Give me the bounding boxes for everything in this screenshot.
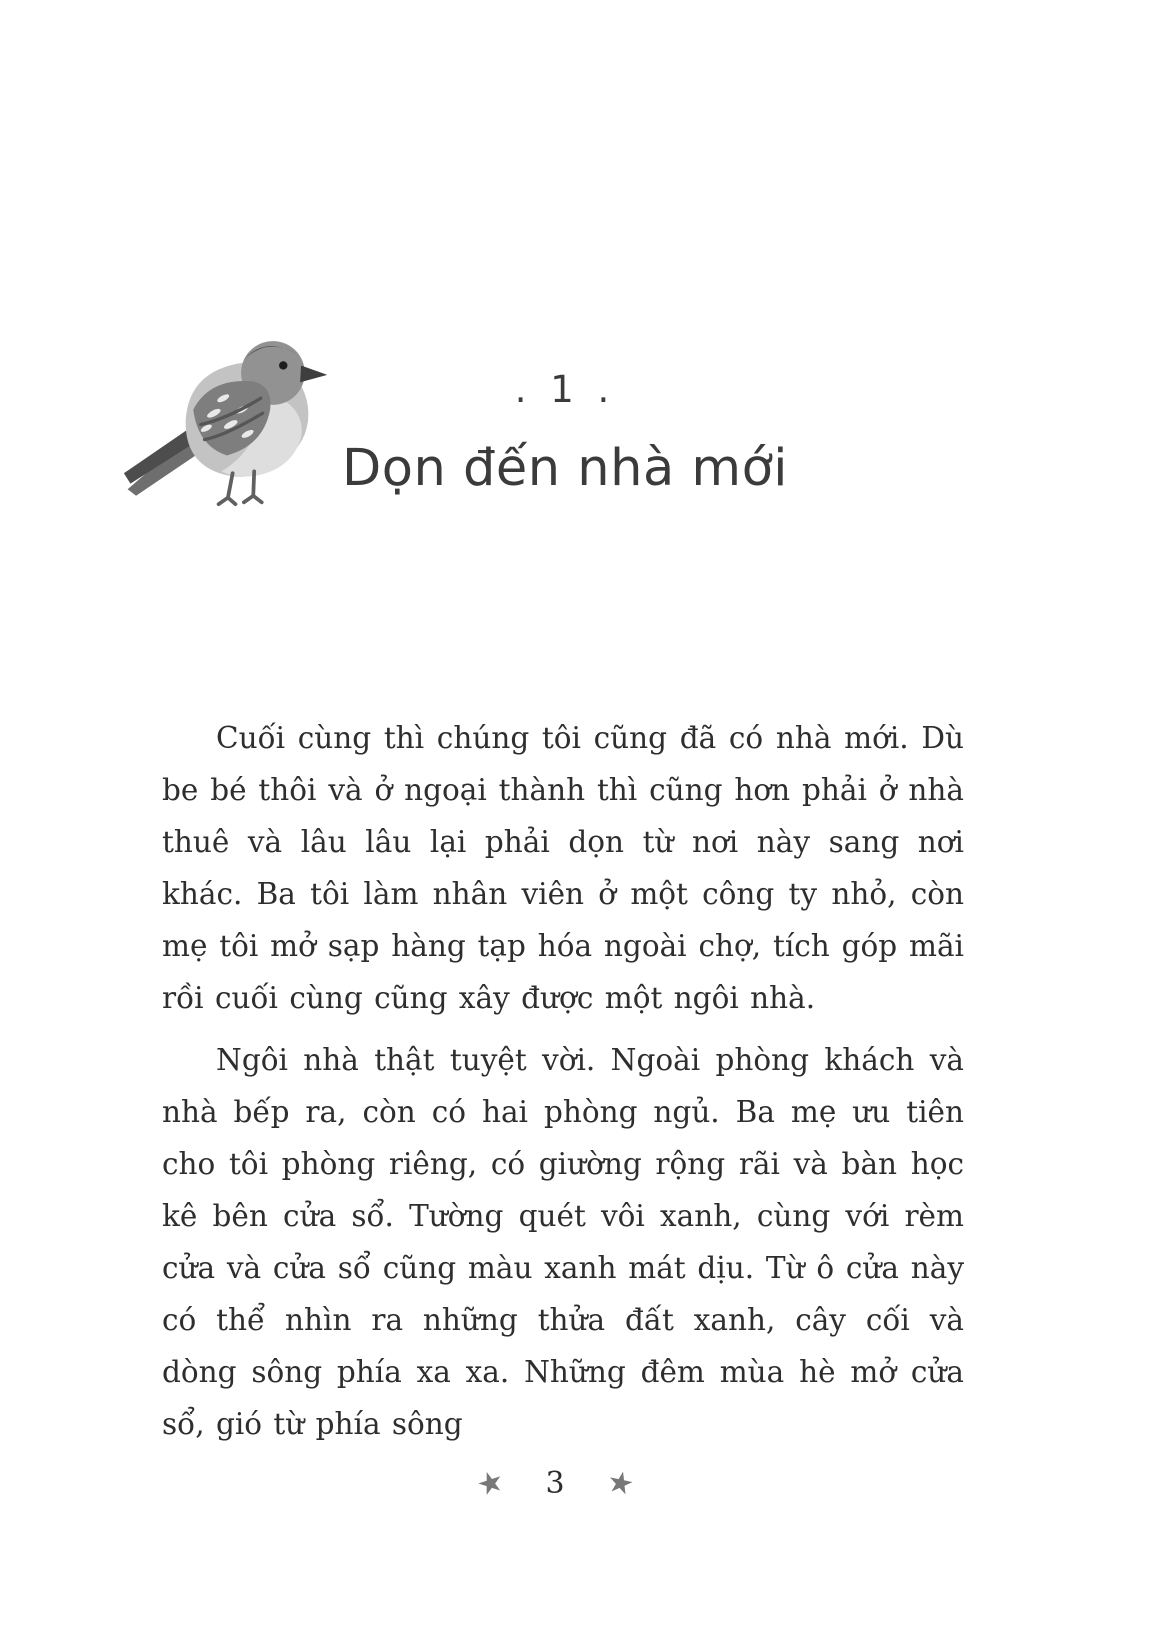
body-text [162, 712, 964, 1460]
page-number: 3 [545, 1466, 565, 1501]
chapter-header [330, 368, 800, 498]
paragraph-2: Ngôi nhà thật tuyệt vời. Ngoài phòng khách và nhà bếp ra, còn có hai phòng ngủ. Ba mẹ ưu tiên cho tôi phòng riêng, có giường rộng rãi và bàn học kê bên cửa sổ. Tường quét vôi xanh, cùng với rèm cửa và cửa sổ cũng màu xanh mát dịu. Từ ô cửa này có thể nhìn ra những thửa đất xanh, cây cối và dòng sông phía xa xa. Những đêm mùa hè mở cửa sổ, gió từ phía sông [162, 1043, 964, 1441]
chapter-title: Dọn đến nhà mới [342, 439, 788, 498]
page-footer [0, 1462, 1110, 1505]
sparrow-icon [122, 322, 347, 512]
star-icon-right: ★ [603, 1463, 637, 1504]
star-icon-left: ★ [471, 1462, 509, 1505]
paragraph-1: Cuối cùng thì chúng tôi cũng đã có nhà mới. Dù be bé thôi và ở ngoại thành thì cũng hơn phải ở nhà thuê và lâu lâu lại phải dọn từ nơi này sang nơi khác. Ba tôi làm nhân viên ở một công ty nhỏ, còn mẹ tôi mở sạp hàng tạp hóa ngoài chợ, tích góp mãi rồi cuối cùng cũng xây được một ngôi nhà. [162, 721, 964, 1015]
chapter-number: . 1 . [514, 368, 616, 411]
bird-illustration [122, 322, 347, 512]
